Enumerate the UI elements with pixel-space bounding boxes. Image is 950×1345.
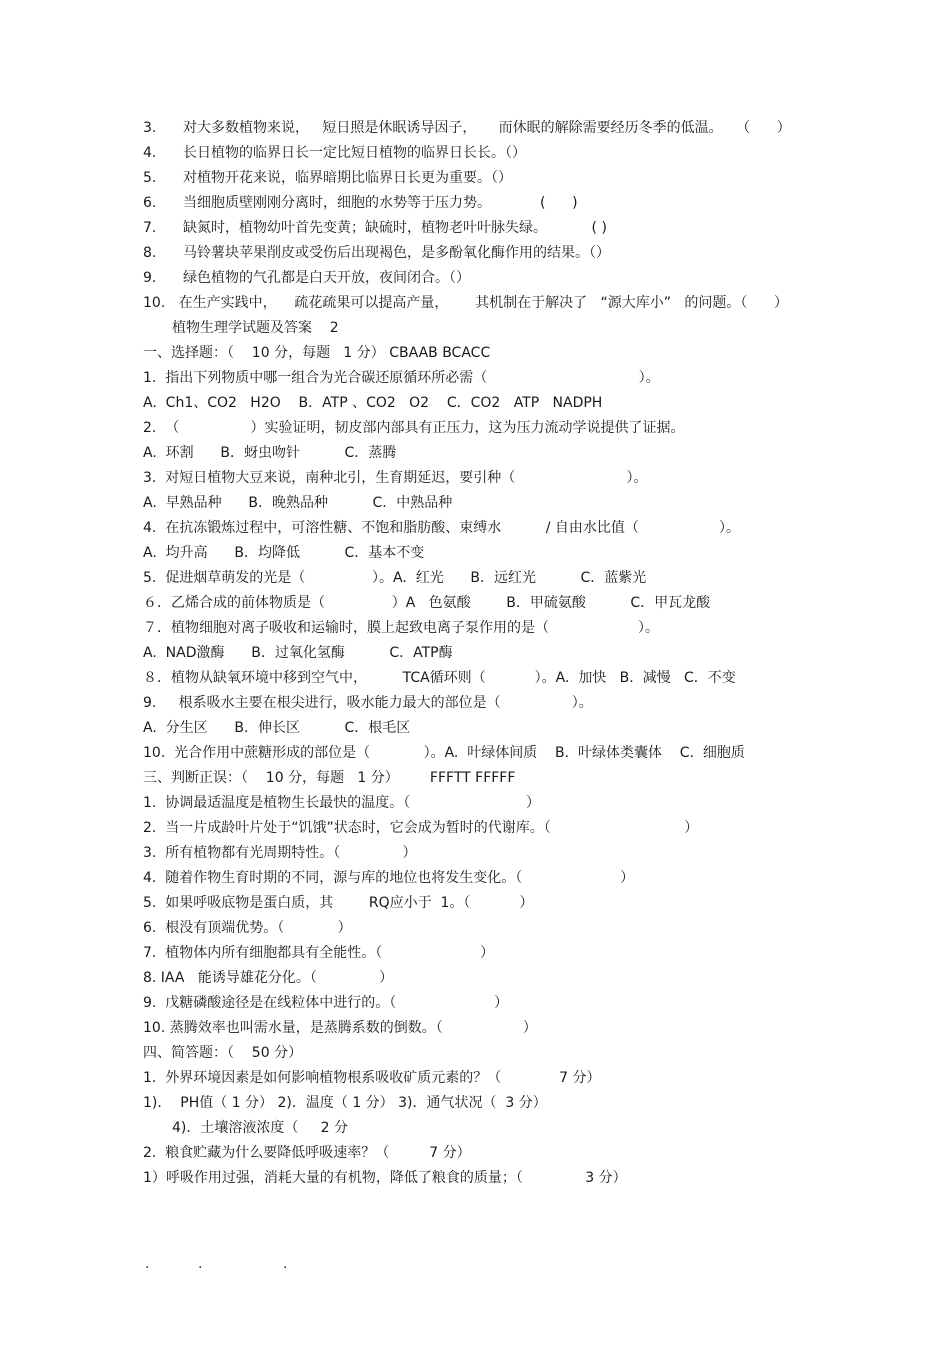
question-line: 6. 根没有顶端优势。（ ） [143,920,352,936]
text-line: 9. 绿色植物的气孔都是白天开放，夜间闭合。（） [143,270,471,286]
question-line: 1. 外界环境因素是如何影响植物根系吸收矿质元素的？（ 7 分） [143,1070,601,1086]
question-line: 7. 植物体内所有细胞都具有全能性。（ ） [143,945,495,961]
text-line: 7. 缺氮时，植物幼叶首先变黄；缺硫时，植物老叶叶脉失绿。 ( ) [143,220,607,236]
text-line: 3. 对大多数植物来说， 短日照是休眠诱导因子， 而休眠的解除需要经历冬季的低温。 （ ） [143,120,791,136]
question-line: 9. 戊糖磷酸途径是在线粒体中进行的。（ ） [143,995,509,1011]
question-line: 1. 指出下列物质中哪一组合为光合碳还原循环所必需（ ）。 [143,370,660,386]
options-line: A. Ch1、CO2 H2O B．ATP 、CO2 O2 C．CO2 ATP NADPH [143,395,603,411]
question-line: 4. 随着作物生育时期的不同，源与库的地位也将发生变化。（ ） [143,870,635,886]
options-line: A. 分生区 B．伸长区 C．根毛区 [143,720,411,736]
question-line: ７．植物细胞对离子吸收和运输时，膜上起致电离子泵作用的是（ ）。 [143,620,660,636]
text-line: 5. 对植物开花来说，临界暗期比临界日长更为重要。（） [143,170,513,186]
answer-line: 1）呼吸作用过强，消耗大量的有机物，降低了粮食的质量；（ 3 分） [143,1170,627,1186]
section-heading: 四、简答题：（ 50 分） [143,1045,303,1061]
question-line: 9. 根系吸水主要在根尖进行，吸水能力最大的部位是（ ）。 [143,695,593,711]
text-line: 10. 在生产实践中， 疏花疏果可以提高产量， 其机制在于解决了 “源大库小” 的问题。（ ） [143,295,789,311]
question-line: 3. 对短日植物大豆来说，南种北引，生育期延迟，要引种（ ）。 [143,470,648,486]
text-line: 8. 马铃薯块苹果削皮或受伤后出现褐色，是多酚氧化酶作用的结果。（） [143,245,611,261]
options-line: A. 早熟品种 B．晚熟品种 C．中熟品种 [143,495,453,511]
question-line: 5. 如果呼吸底物是蛋白质，其 RQ应小于 1。（ ） [143,895,534,911]
options-line: A. 环割 B．蚜虫吻针 C．蒸腾 [143,445,397,461]
options-line: A. NAD激酶 B．过氧化氢酶 C．ATP酶 [143,645,453,661]
section-title: 植物生理学试题及答案 2 [172,320,339,336]
section-heading: 三、判断正误：（ 10 分，每题 1 分） FFFTT FFFFF [143,770,516,786]
footer-dot: . [283,1256,288,1272]
question-line: 1. 协调最适温度是植物生长最快的温度。（ ） [143,795,540,811]
question-line: 3. 所有植物都有光周期特性。（ ） [143,845,417,861]
answer-line: 4)．土壤溶液浓度（ 2 分 [172,1120,348,1136]
question-line: 2. 当一片成龄叶片处于“饥饿”状态时，它会成为暂时的代谢库。（ ） [143,820,699,836]
section-heading: 一、选择题：（ 10 分，每题 1 分） CBAAB BCACC [143,345,491,361]
footer-dot: . [198,1256,203,1272]
question-line: 2. 粮食贮藏为什么要降低呼吸速率？（ 7 分） [143,1145,471,1161]
question-line: 2. （ ）实验证明，韧皮部内部具有正压力，这为压力流动学说提供了证据。 [143,420,685,436]
question-line: 10. 蒸腾效率也叫需水量，是蒸腾系数的倒数。（ ） [143,1020,537,1036]
footer-dot: . [145,1256,150,1272]
question-line: 10. 光合作用中蔗糖形成的部位是（ ）。A. 叶绿体间质 B. 叶绿体类囊体 C. 细胞质 [143,745,745,761]
answer-line: 1)． PH值（ 1 分） 2)．温度（ 1 分） 3)．通气状况（ 3 分） [143,1095,547,1111]
question-line: 8. IAA 能诱导雄花分化。（ ） [143,970,394,986]
question-line: 4. 在抗冻锻炼过程中，可溶性糖、不饱和脂肪酸、束缚水 / 自由水比值（ ）。 [143,520,741,536]
options-line: A. 均升高 B．均降低 C．基本不变 [143,545,425,561]
text-line: 6. 当细胞质壁刚刚分离时，细胞的水势等于压力势。 ( ) [143,195,578,211]
question-line: ６．乙烯合成的前体物质是（ ）A 色氨酸 B．甲硫氨酸 C．甲瓦龙酸 [143,595,711,611]
question-line: 5. 促进烟草萌发的光是（ ）。A. 红光 B．远红光 C．蓝紫光 [143,570,647,586]
text-line: 4. 长日植物的临界日长一定比短日植物的临界日长长。（） [143,145,527,161]
question-line: ８．植物从缺氧环境中移到空气中， TCA循环则（ ）。A. 加快 B. 减慢 C．不变 [143,670,736,686]
